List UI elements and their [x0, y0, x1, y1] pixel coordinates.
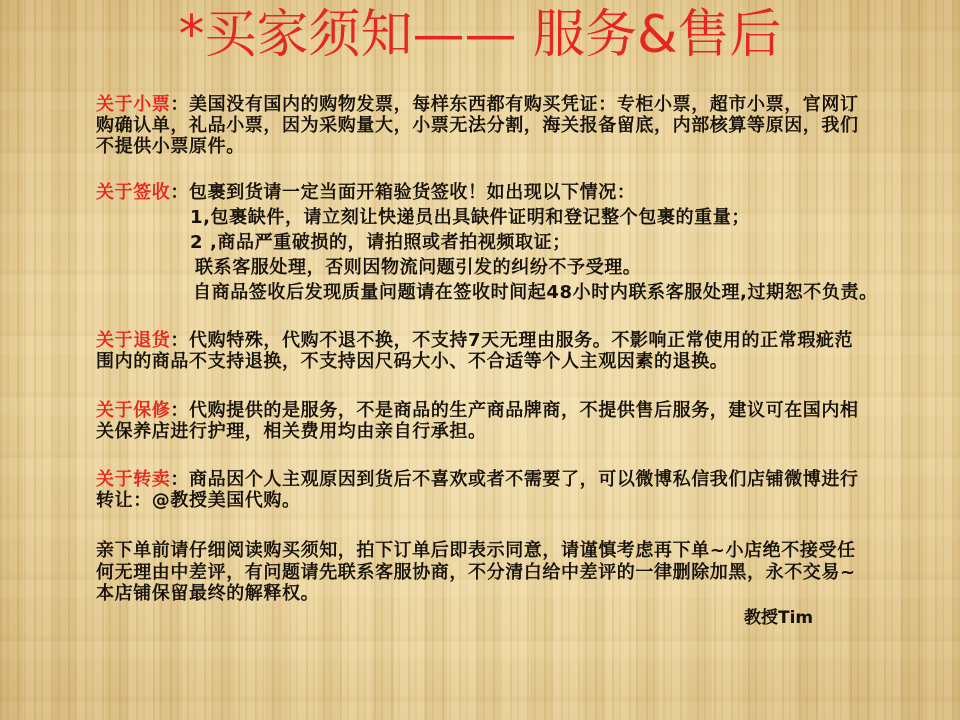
label-separator: ：	[170, 94, 190, 115]
section-returns	[96, 330, 853, 372]
list-item: 1,包裹缺件，请立刻让快递员出具缺件证明和登记整个包裹的重量；	[190, 207, 750, 228]
closing-text-line: 本店铺保留最终的解释权。	[96, 583, 320, 604]
label-separator: ：	[170, 330, 190, 351]
section-delivery-signoff	[96, 180, 878, 305]
section-text-line: 联系客服处理，否则因物流问题引发的纠纷不予受理。	[195, 257, 642, 278]
section-first-line	[96, 469, 859, 490]
label-separator: ：	[170, 182, 190, 203]
closing-text-line: 何无理由中差评，有问题请先联系客服协商，不分清白给中差评的一律删除加黑，永不交易~	[96, 561, 856, 583]
section-text: 代购特殊，代购不退不换，不支持7天无理由服务。不影响正常使用的正常瑕疵范	[189, 330, 854, 351]
section-first-line	[96, 330, 853, 351]
list-item: 2 ,商品严重破损的，请拍照或者拍视频取证；	[190, 232, 571, 253]
section-first-line	[96, 94, 859, 115]
section-text-line: 关保养店进行护理，相关费用均由亲自行承担。	[96, 421, 487, 442]
section-text-line: 自商品签收后发现质量问题请在签收时间起48小时内联系客服处理,过期恕不负责。	[193, 282, 878, 303]
closing-text-line: 亲下单前请仔细阅读购买须知，拍下订单后即表示同意，请谨慎考虑再下单~小店绝不接受任	[96, 540, 856, 561]
section-first-line	[96, 400, 859, 421]
section-text: 包裹到货请一定当面开箱验货签收！如出现以下情况：	[189, 182, 636, 203]
label-separator: ：	[170, 400, 190, 421]
section-label: 关于签收	[96, 182, 171, 203]
closing-notice	[96, 540, 856, 605]
section-label: 关于退货	[96, 330, 171, 351]
section-text-line: 不提供小票原件。	[96, 136, 245, 157]
section-resale	[96, 469, 859, 511]
section-warranty	[96, 400, 859, 442]
section-label: 关于保修	[96, 400, 171, 421]
page-title: *买家须知—— 服务&售后	[178, 5, 782, 65]
section-text: 代购提供的是服务，不是商品的生产商品牌商，不提供售后服务，建议可在国内相	[189, 400, 859, 421]
section-text-line: 购确认单，礼品小票，因为采购量大，小票无法分割，海关报备留底，内部核算等原因，我们	[96, 115, 859, 136]
section-text: 商品因个人主观原因到货后不喜欢或者不需要了，可以微博私信我们店铺微博进行	[189, 469, 859, 490]
section-first-line	[96, 180, 878, 205]
section-text-line: 围内的商品不支持退换，不支持因尺码大小、不合适等个人主观因素的退换。	[96, 351, 729, 372]
section-label: 关于小票	[96, 94, 171, 115]
section-receipts	[96, 94, 859, 157]
section-label: 关于转卖	[96, 469, 171, 490]
section-text: 美国没有国内的购物发票，每样东西都有购买凭证：专柜小票，超市小票，官网订	[189, 94, 859, 115]
signature: 教授Tim	[744, 608, 814, 628]
section-text-line: 转让：@教授美国代购。	[96, 490, 301, 511]
label-separator: ：	[170, 469, 190, 490]
